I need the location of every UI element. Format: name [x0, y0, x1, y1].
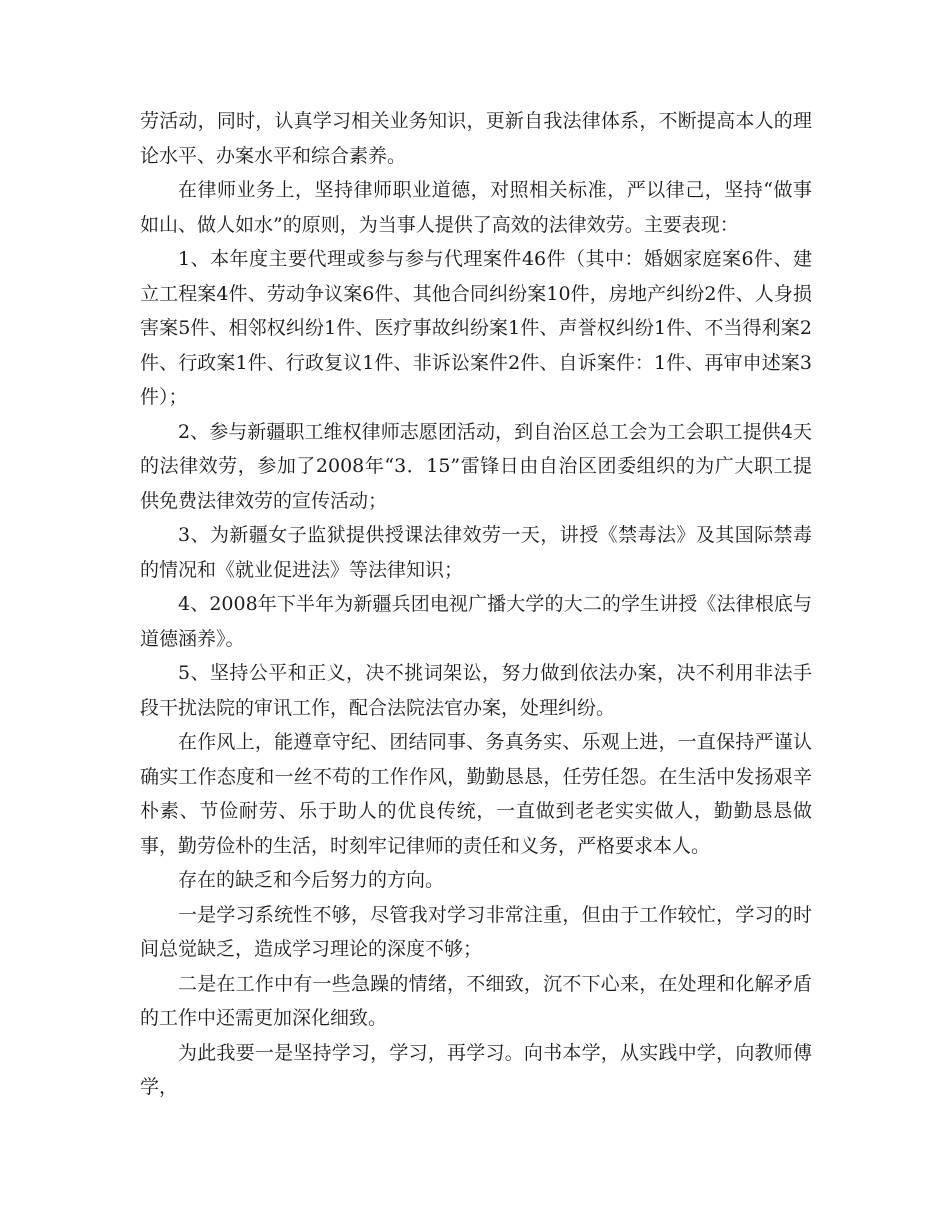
paragraph-item-5-justice: 5、坚持公平和正义，决不挑词架讼，努力做到依法办案，决不利用非法手段干扰法院的审讯工作，配合法院法官办案，处理纠纷。 — [140, 662, 812, 719]
paragraph-shortcoming-1: 一是学习系统性不够，尽管我对学习非常注重，但由于工作较忙，学习的时间总觉缺乏，造成学习理论的深度不够； — [140, 903, 812, 960]
paragraph-shortcomings-heading: 存在的缺乏和今后努力的方向。 — [178, 869, 445, 891]
document-body — [140, 104, 812, 1105]
paragraph-item-2-volunteer: 2、参与新疆职工维权律师志愿团活动，到自治区总工会为工会职工提供4天的法律效劳，参加了2008年“3．15”雷锋日由自治区团委组织的为广大职工提供免费法律效劳的宣传活动； — [140, 420, 812, 512]
paragraph-item-3-prison-lecture: 3、为新疆女子监狱提供授课法律效劳一天，讲授《禁毒法》及其国际禁毒的情况和《就业促进法》等法律知识； — [140, 524, 812, 581]
paragraph-continuation: 劳活动，同时，认真学习相关业务知识，更新自我法律体系，不断提高本人的理论水平、办案水平和综合素养。 — [140, 110, 812, 167]
paragraph-item-4-university-lecture: 4、2008年下半年为新疆兵团电视广播大学的大二的学生讲授《法律根底与道德涵养》。 — [140, 593, 812, 650]
paragraph-work-style: 在作风上，能遵章守纪、团结同事、务真务实、乐观上进，一直保持严谨认确实工作态度和一丝不苟的工作作风，勤勤恳恳，任劳任怨。在生活中发扬艰辛朴素、节俭耐劳、乐于助人的优良传统，一直做到老老实实做人，勤勤恳恳做事，勤劳俭朴的生活，时刻牢记律师的责任和义务，严格要求本人。 — [140, 731, 812, 857]
paragraph-plan: 为此我要一是坚持学习，学习，再学习。向书本学，从实践中学，向教师傅学， — [140, 1041, 812, 1098]
paragraph-lawyer-business: 在律师业务上，坚持律师职业道德，对照相关标准，严以律己，坚持“做事如山、做人如水”的原则，为当事人提供了高效的法律效劳。主要表现： — [140, 179, 812, 236]
paragraph-shortcoming-2: 二是在工作中有一些急躁的情绪，不细致，沉不下心来，在处理和化解矛盾的工作中还需更加深化细致。 — [140, 972, 812, 1029]
paragraph-item-1-cases: 1、本年度主要代理或参与参与代理案件46件（其中：婚姻家庭案6件、建立工程案4件、劳动争议案6件、其他合同纠纷案10件，房地产纠纷2件、人身损害案5件、相邻权纠纷1件、医疗事故纠纷案1件、声誉权纠纷1件、不当得利案2件、行政案1件、行政复议1件、非诉讼案件2件、自诉案件：1件、再审申述案3件）； — [140, 248, 812, 408]
